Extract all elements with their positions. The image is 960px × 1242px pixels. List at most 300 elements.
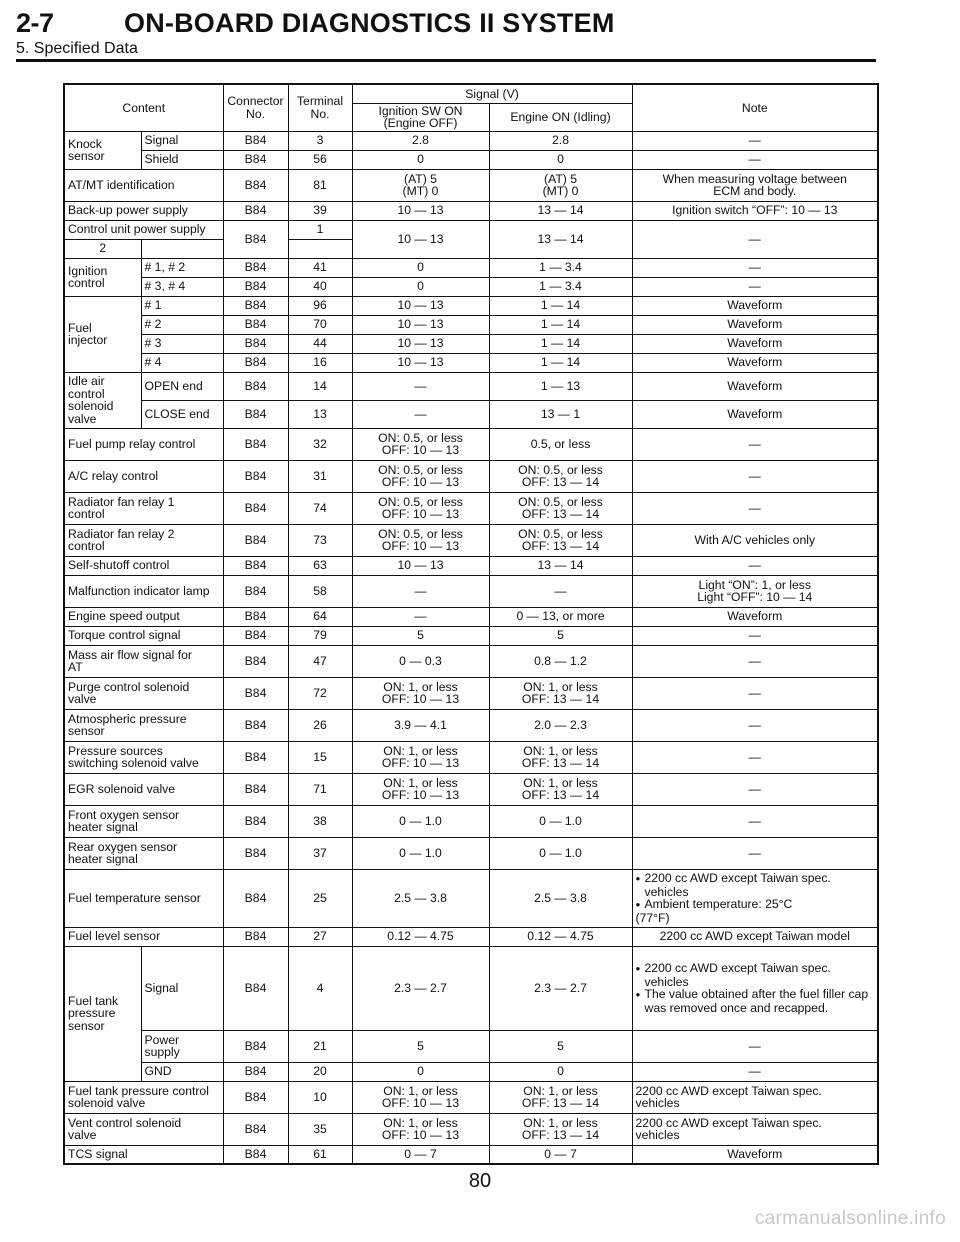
cell-line: 10 — 13 [397, 317, 444, 332]
cell-connector: B84 [223, 524, 288, 556]
cell-line: — [748, 436, 761, 451]
table-row [64, 645, 878, 677]
cell-line: 1 — 14 [540, 298, 581, 313]
cell-line: 2 [99, 241, 107, 256]
cell-connector: B84 [223, 1145, 288, 1164]
cell-line: 10 — 13 [397, 203, 444, 218]
cell-line: 0 [417, 152, 424, 167]
cell-line: # 2 [144, 317, 162, 332]
cell-line: 39 [313, 203, 327, 218]
cell-line: 13 — 14 [537, 203, 584, 218]
cell-line: — [554, 583, 567, 598]
cell-terminal [288, 607, 352, 626]
cell-engine-on [489, 334, 632, 353]
section-number: 2-7 [16, 8, 54, 38]
table-row [64, 372, 878, 400]
cell-line: ON: 1, or less [383, 679, 458, 694]
cell-line: Self-shutoff control [68, 558, 170, 573]
cell-line: OFF: 13 — 14 [521, 539, 600, 553]
cell-engine-on [489, 869, 632, 927]
cell-line: — [748, 845, 761, 860]
cell-note [632, 626, 878, 645]
cell-content [64, 677, 223, 709]
cell-line: 13 — 14 [537, 558, 584, 573]
cell-content [64, 626, 223, 645]
cell-line: — [748, 1064, 761, 1079]
cell-content [64, 524, 223, 556]
cell-engine-on [489, 296, 632, 315]
table-row [64, 220, 878, 239]
cell-line: 56 [313, 152, 327, 167]
cell-engine-on [489, 626, 632, 645]
cell-line: AT [68, 660, 83, 674]
cell-line: (MT) 0 [402, 184, 439, 198]
cell-subitem [141, 315, 223, 334]
header-content: Content [64, 84, 223, 131]
cell-content [64, 428, 223, 460]
cell-line: Light “OFF”: 10 — 14 [697, 590, 813, 604]
cell-line: Waveform [727, 1147, 783, 1161]
header-note: Note [632, 84, 878, 131]
cell-line: Fuel [68, 320, 92, 335]
cell-line: ON: 0.5, or less [518, 462, 603, 477]
cell-line: ON: 1, or less [523, 679, 598, 694]
cell-line: OPEN end [144, 378, 203, 393]
cell-line: Purge control solenoid [68, 679, 190, 694]
cell-engine-on [489, 315, 632, 334]
cell-line: ON: 1, or less [383, 775, 458, 790]
cell-line: OFF: 13 — 14 [521, 788, 600, 802]
cell-subitem [141, 150, 223, 169]
cell-subitem [141, 1030, 223, 1062]
cell-subitem [141, 296, 223, 315]
cell-subitem [141, 372, 223, 400]
cell-line: ON: 0.5, or less [378, 526, 463, 541]
cell-note [632, 645, 878, 677]
cell-note [632, 131, 878, 150]
specified-data-table [63, 83, 879, 1165]
table-row [64, 607, 878, 626]
cell-line: OFF: 10 — 13 [381, 539, 460, 553]
cell-line: Waveform [727, 298, 783, 313]
cell-line: 10 — 13 [397, 558, 444, 573]
cell-line: 41 [313, 260, 327, 275]
cell-line: — [414, 378, 427, 393]
cell-line: Radiator fan relay 1 [68, 494, 175, 509]
cell-ignition-on [352, 1030, 489, 1062]
cell-terminal [288, 556, 352, 575]
header-ignition-sw-on: Ignition SW ON (Engine OFF) [352, 103, 489, 131]
cell-connector: B84 [223, 709, 288, 741]
cell-line: — [748, 781, 761, 796]
cell-content [64, 869, 223, 927]
cell-line: 20 [313, 1064, 327, 1079]
cell-line: Vent control solenoid [68, 1115, 182, 1130]
cell-line: 5 [557, 1038, 564, 1053]
cell-engine-on [489, 1081, 632, 1113]
cell-line: Mass air flow signal for [68, 647, 192, 662]
cell-line: Atmospheric pressure [68, 711, 187, 726]
cell-line: 0.12 — 4.75 [527, 929, 594, 944]
cell-line: 0 [417, 260, 424, 275]
header-connector: Connector No. [223, 84, 288, 131]
cell-connector: B84 [223, 1062, 288, 1081]
cell-line: ON: 0.5, or less [378, 462, 463, 477]
cell-connector: B84 [223, 150, 288, 169]
table-row [64, 677, 878, 709]
cell-content [64, 575, 223, 607]
cell-ignition-on [352, 677, 489, 709]
cell-line: ON: 1, or less [523, 1083, 598, 1098]
table-row [64, 131, 878, 150]
cell-subitem [141, 1062, 223, 1081]
cell-line: valve [68, 692, 97, 706]
cell-terminal [288, 645, 352, 677]
cell-line: 81 [313, 177, 327, 192]
cell-line: 0 [417, 279, 424, 294]
cell-note [632, 220, 878, 258]
cell-terminal [288, 400, 352, 428]
cell-note [632, 837, 878, 869]
cell-line: ON: 1, or less [523, 1115, 598, 1130]
cell-line: Pressure sources [68, 743, 163, 758]
cell-line: 1 — 3.4 [539, 279, 582, 294]
cell-note [632, 869, 878, 927]
cell-engine-on [489, 645, 632, 677]
table-row [64, 773, 878, 805]
cell-subitem [141, 131, 223, 150]
cell-line: control [68, 539, 105, 553]
cell-engine-on [489, 607, 632, 626]
cell-line: 32 [313, 436, 327, 451]
cell-line: control [68, 507, 105, 521]
cell-line: ON: 0.5, or less [378, 494, 463, 509]
cell-line: OFF: 10 — 13 [381, 1128, 460, 1142]
table-row [64, 258, 878, 277]
cell-line: 13 — 14 [537, 231, 584, 246]
cell-connector: B84 [223, 1113, 288, 1145]
cell-line: EGR solenoid valve [68, 781, 176, 796]
cell-line: # 3, # 4 [144, 279, 186, 294]
cell-ignition-on [352, 334, 489, 353]
table-row [64, 169, 878, 201]
cell-ignition-on [352, 201, 489, 220]
cell-line: control [68, 386, 105, 401]
cell-note [632, 927, 878, 946]
cell-line: 2.3 — 2.7 [394, 980, 447, 995]
table-row [64, 492, 878, 524]
table-row [64, 946, 878, 1030]
cell-line: 38 [313, 813, 327, 828]
table-row [64, 805, 878, 837]
cell-line: 21 [313, 1038, 327, 1053]
cell-ignition-on [352, 1062, 489, 1081]
table-row [64, 1113, 878, 1145]
cell-engine-on [489, 428, 632, 460]
cell-line: sensor [68, 724, 105, 738]
cell-line: 0 [557, 1064, 564, 1079]
table-row [64, 460, 878, 492]
cell-note [632, 400, 878, 428]
cell-terminal [288, 741, 352, 773]
cell-line: 96 [313, 298, 327, 313]
cell-line: 27 [313, 929, 327, 944]
cell-line: 3.9 — 4.1 [394, 717, 447, 732]
cell-note [632, 277, 878, 296]
cell-line: Waveform [727, 355, 783, 370]
cell-terminal [288, 1030, 352, 1062]
cell-terminal [288, 1113, 352, 1145]
cell-ignition-on [352, 773, 489, 805]
header-rule [16, 59, 876, 62]
cell-line: — [748, 500, 761, 515]
cell-line: — [414, 406, 427, 421]
cell-line: Waveform [727, 317, 783, 332]
cell-terminal [288, 869, 352, 927]
cell-terminal [288, 709, 352, 741]
cell-connector: B84 [223, 258, 288, 277]
cell-engine-on [489, 277, 632, 296]
table-row [64, 927, 878, 946]
cell-engine-on [489, 556, 632, 575]
cell-terminal [288, 575, 352, 607]
cell-note [632, 1145, 878, 1164]
cell-line: control [68, 276, 105, 290]
table-row [64, 556, 878, 575]
cell-line: (AT) 5 [544, 171, 577, 186]
cell-line: Control unit power supply [68, 222, 206, 237]
cell-note [632, 492, 878, 524]
cell-line: Light “ON”: 1, or less [698, 577, 811, 592]
cell-ignition-on [352, 492, 489, 524]
cell-content [64, 201, 223, 220]
cell-line: 0 — 7 [544, 1147, 577, 1161]
cell-line: — [748, 749, 761, 764]
cell-terminal [288, 131, 352, 150]
cell-connector: B84 [223, 575, 288, 607]
cell-ignition-on [352, 805, 489, 837]
cell-line: A/C relay control [68, 468, 159, 483]
cell-line: solenoid valve [68, 1096, 146, 1110]
note-extra: (77°F) [635, 910, 670, 925]
cell-ignition-on [352, 131, 489, 150]
cell-line: Rear oxygen sensor [68, 839, 178, 854]
cell-line: — [748, 260, 761, 275]
cell-line: heater signal [68, 820, 138, 834]
cell-line: 5 [417, 628, 424, 643]
cell-line: ON: 1, or less [523, 775, 598, 790]
cell-engine-on [489, 927, 632, 946]
cell-line: — [748, 279, 761, 294]
cell-line: CLOSE end [144, 406, 210, 421]
cell-content [64, 773, 223, 805]
cell-line: 0 — 13, or more [516, 609, 605, 624]
cell-ignition-on [352, 372, 489, 400]
cell-terminal [288, 626, 352, 645]
cell-subitem [141, 277, 223, 296]
note-bullet-item: ● The value obtained after the fuel filler cap was removed once and recapped. [636, 988, 875, 1014]
cell-line: Waveform [727, 609, 783, 624]
cell-line: 73 [313, 532, 327, 547]
cell-ignition-on [352, 927, 489, 946]
cell-engine-on [489, 258, 632, 277]
table-body [64, 131, 878, 1164]
cell-line: 35 [313, 1121, 327, 1136]
cell-content [64, 607, 223, 626]
cell-ignition-on [352, 315, 489, 334]
cell-content [64, 492, 223, 524]
cell-line: 2.5 — 3.8 [534, 890, 587, 905]
cell-note [632, 201, 878, 220]
cell-line: 40 [313, 279, 327, 294]
cell-engine-on [489, 1113, 632, 1145]
cell-connector: B84 [223, 946, 288, 1030]
cell-line: 1 — 14 [540, 336, 581, 351]
watermark: carmanualsonline.info [754, 1208, 946, 1229]
cell-connector: B84 [223, 334, 288, 353]
cell-terminal [288, 805, 352, 837]
table-row [64, 837, 878, 869]
cell-line: 13 — 1 [540, 406, 581, 421]
cell-line: OFF: 13 — 14 [521, 1128, 600, 1142]
cell-line: Torque control signal [68, 628, 181, 643]
table-row [64, 869, 878, 927]
cell-content [64, 169, 223, 201]
cell-line: 10 — 13 [397, 298, 444, 313]
cell-ignition-on [352, 741, 489, 773]
cell-terminal [288, 677, 352, 709]
header-terminal: Terminal No. [288, 84, 352, 131]
cell-line: supply [144, 1045, 180, 1059]
cell-terminal [288, 169, 352, 201]
cell-line: OFF: 10 — 13 [381, 475, 460, 489]
cell-line: Fuel temperature sensor [68, 890, 201, 905]
note-bullet-item: ● Ambient temperature: 25°C [636, 898, 875, 912]
cell-line: — [414, 609, 427, 624]
cell-content [64, 258, 141, 296]
cell-line: 4 [316, 980, 324, 995]
cell-engine-on [489, 169, 632, 201]
cell-line: 1 [316, 222, 324, 237]
cell-note [632, 773, 878, 805]
cell-connector: B84 [223, 169, 288, 201]
section-subtitle: 5. Specified Data [16, 40, 138, 57]
cell-line: With A/C vehicles only [694, 532, 816, 547]
cell-line: 0 — 1.0 [399, 813, 442, 828]
cell-connector: B84 [223, 677, 288, 709]
cell-content [64, 1081, 223, 1113]
cell-content [64, 460, 223, 492]
cell-engine-on [489, 524, 632, 556]
cell-note [632, 296, 878, 315]
cell-connector: B84 [223, 372, 288, 400]
cell-line: Engine speed output [68, 609, 180, 624]
cell-line: 10 — 13 [397, 336, 444, 351]
cell-line: OFF: 10 — 13 [381, 756, 460, 770]
cell-engine-on [489, 372, 632, 400]
cell-connector: B84 [223, 773, 288, 805]
cell-note [632, 428, 878, 460]
cell-line: vehicles [635, 1096, 680, 1110]
cell-terminal [288, 524, 352, 556]
cell-line: 0 — 1.0 [399, 845, 442, 860]
cell-ignition-on [352, 400, 489, 428]
table-row [64, 575, 878, 607]
table-row [64, 353, 878, 372]
cell-connector: B84 [223, 428, 288, 460]
cell-line: OFF: 10 — 13 [381, 443, 460, 457]
cell-engine-on [489, 575, 632, 607]
cell-line: 10 — 13 [397, 355, 444, 370]
cell-terminal [288, 150, 352, 169]
cell-line: Waveform [727, 336, 783, 351]
cell-terminal [288, 492, 352, 524]
cell-line: 16 [313, 355, 327, 370]
cell-note [632, 946, 878, 1030]
cell-content [64, 805, 223, 837]
cell-line: Waveform [727, 378, 783, 393]
cell-connector: B84 [223, 400, 288, 428]
cell-line: Signal [144, 980, 179, 995]
cell-line: — [748, 813, 761, 828]
cell-content [64, 372, 141, 428]
cell-terminal [288, 296, 352, 315]
cell-ignition-on [352, 460, 489, 492]
cell-line: — [748, 152, 761, 167]
cell-line: OFF: 13 — 14 [521, 475, 600, 489]
cell-connector: B84 [223, 1081, 288, 1113]
cell-line: 79 [313, 628, 327, 643]
cell-line: 3 [316, 133, 324, 148]
cell-ignition-on [352, 709, 489, 741]
cell-ignition-on [352, 626, 489, 645]
cell-line: 2.8 [412, 133, 429, 148]
cell-note [632, 524, 878, 556]
cell-ignition-on [352, 645, 489, 677]
cell-connector: B84 [223, 645, 288, 677]
cell-line: 31 [313, 468, 327, 483]
cell-connector: B84 [223, 460, 288, 492]
cell-line: AT/MT identification [68, 177, 175, 192]
cell-content [64, 1113, 223, 1145]
cell-ignition-on [352, 946, 489, 1030]
cell-ignition-on [352, 869, 489, 927]
cell-line: 0 — 0.3 [399, 653, 442, 668]
cell-engine-on [489, 492, 632, 524]
cell-terminal [288, 220, 352, 239]
cell-terminal [288, 372, 352, 400]
cell-line: 0 — 1.0 [539, 845, 582, 860]
cell-connector: B84 [223, 220, 288, 258]
cell-line: (MT) 0 [542, 184, 579, 198]
cell-line: vehicles [635, 1128, 680, 1142]
cell-line: 47 [313, 653, 327, 668]
cell-note [632, 334, 878, 353]
cell-connector: B84 [223, 201, 288, 220]
cell-subitem [141, 400, 223, 428]
cell-content [64, 556, 223, 575]
cell-terminal [288, 258, 352, 277]
cell-connector: B84 [223, 837, 288, 869]
cell-line: Shield [144, 152, 179, 167]
cell-line: — [748, 685, 761, 700]
cell-line: Radiator fan relay 2 [68, 526, 175, 541]
cell-engine-on [489, 1030, 632, 1062]
cell-connector: B84 [223, 556, 288, 575]
cell-ignition-on [352, 1081, 489, 1113]
cell-note [632, 1113, 878, 1145]
cell-line: 2200 cc AWD except Taiwan spec. [635, 1115, 822, 1130]
